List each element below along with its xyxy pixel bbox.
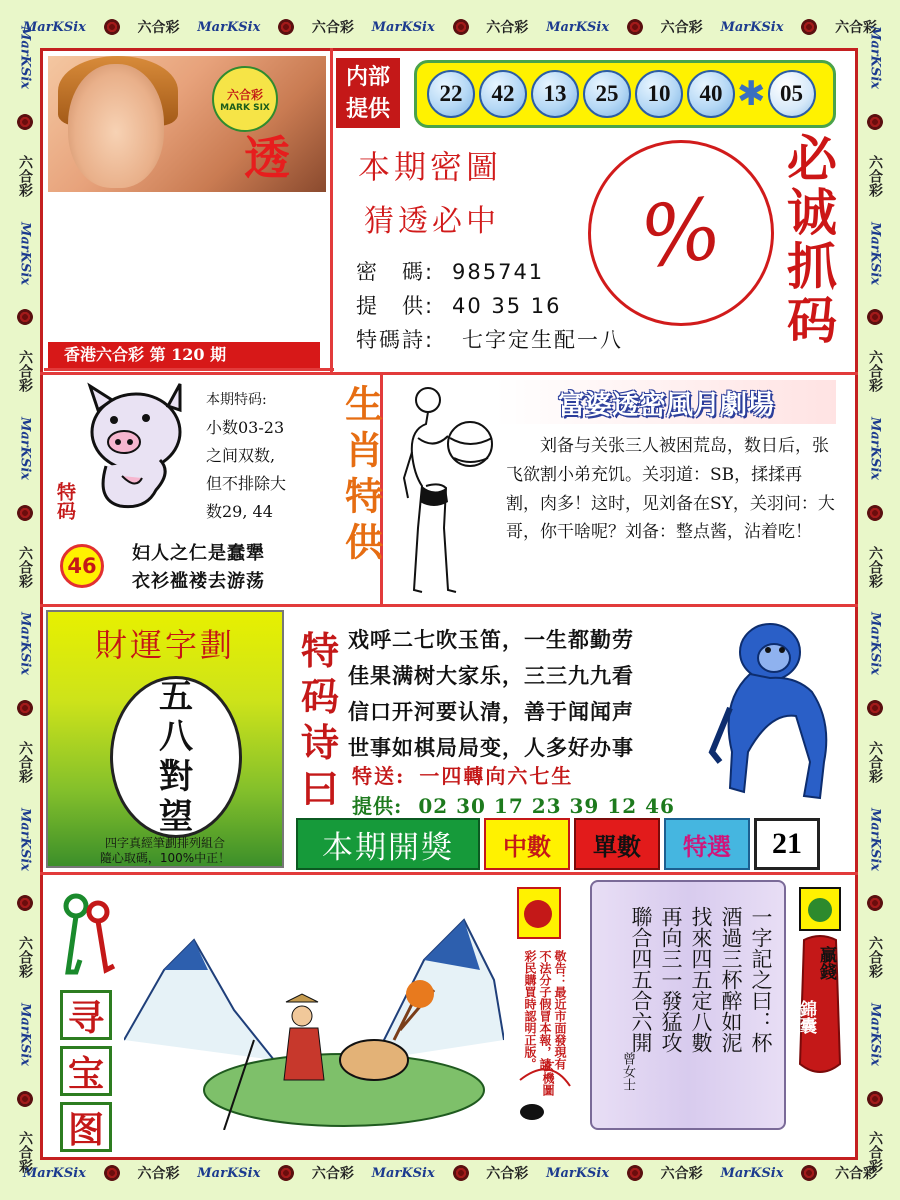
draw-box-odd: 單數 — [574, 818, 660, 870]
brand-text-cn: 六合彩 — [867, 350, 883, 393]
fortune-note: 四字真經筆劃排列組合 隨心取碼，100%中正！ — [99, 836, 231, 865]
brand-text: MarKSix — [17, 612, 33, 676]
zodiac-vertical-title: 生肖特供 — [338, 384, 384, 568]
neibu-label: 内部 提供 — [336, 58, 400, 128]
poem-row: 特碼詩: 七字定生配一八 — [356, 328, 623, 352]
flower-icon — [627, 1165, 643, 1181]
brand-text-cn: 六合彩 — [17, 1131, 33, 1174]
brand-text: MarKSix — [546, 19, 610, 35]
keys-icon — [58, 890, 118, 980]
brand-text: MarKSix — [867, 1002, 883, 1066]
treasure-title: 寻 宝 图 — [58, 990, 114, 1140]
brand-text-cn: 六合彩 — [486, 20, 529, 36]
flower-icon — [17, 1091, 33, 1107]
brand-text: MarKSix — [17, 416, 33, 481]
offer-row: 提 供: 40 35 16 — [356, 294, 562, 318]
brand-text: MarKSix — [17, 221, 33, 285]
ball: 22 — [427, 70, 475, 118]
fortune-panel — [46, 610, 284, 868]
brand-text: MarKSix — [17, 1002, 33, 1066]
flower-icon — [867, 895, 883, 911]
flower-icon — [17, 700, 33, 716]
left-border-strip — [12, 14, 38, 1186]
brand-text: MarKSix — [720, 19, 784, 35]
brand-text-cn: 六合彩 — [17, 350, 33, 393]
brand-text-cn: 六合彩 — [311, 20, 354, 36]
blank-panel — [48, 194, 326, 340]
brand-text: MarKSix — [22, 1165, 86, 1181]
brand-text: MarKSix — [371, 1165, 435, 1181]
brand-text-cn: 六合彩 — [867, 154, 883, 197]
special-number-badge: 46 — [60, 544, 104, 588]
brand-text: MarKSix — [371, 19, 435, 35]
brand-text: MarKSix — [867, 26, 883, 90]
right-border-strip — [862, 14, 888, 1186]
period-label: 香港六合彩 第 120 期 — [48, 342, 320, 368]
brand-text-cn: 六合彩 — [137, 20, 180, 36]
flower-icon — [17, 505, 33, 521]
zodiac-poem: 妇人之仁是蠢犟 衣衫褴褛去游荡 — [132, 543, 265, 592]
monkey-illustration — [700, 612, 850, 806]
jinnang-bottom-label: 錦囊 — [796, 1000, 816, 1034]
brand-text: MarKSix — [867, 612, 883, 676]
flower-icon — [453, 19, 469, 35]
brand-text-cn: 六合彩 — [835, 20, 878, 36]
ball: 10 — [635, 70, 683, 118]
tema-hint: 本期特码: 小数03-23 之间双数, 但不排除大 数29, 44 — [206, 392, 287, 521]
code-row: 密 碼: 985741 — [356, 260, 545, 284]
flower-icon — [17, 114, 33, 130]
flower-icon — [867, 505, 883, 521]
divider — [40, 872, 858, 875]
brand-text: MarKSix — [17, 807, 33, 871]
flower-icon — [17, 309, 33, 325]
brand-text: MarKSix — [720, 1165, 784, 1181]
divider — [40, 372, 858, 375]
result-balls — [414, 60, 836, 128]
brand-text: MarKSix — [197, 19, 261, 35]
brand-text: MarKSix — [867, 807, 883, 871]
brand-text: MarKSix — [867, 416, 883, 481]
flower-icon — [453, 1165, 469, 1181]
treasure-scene — [124, 890, 504, 1130]
flower-icon — [867, 309, 883, 325]
jinnang-bag-icon — [796, 884, 844, 1084]
tema-poem: 戏呼二七吹玉笛，一生都勤劳 佳果满树大家乐，三三九九看 信口开河要认清，善于闻闻声 世事如棋局局变，人多好办事 — [348, 627, 634, 760]
brand-text: MarKSix — [546, 1165, 610, 1181]
brand-text-cn: 六合彩 — [137, 1166, 180, 1182]
top-border-strip — [14, 14, 886, 40]
brand-text-cn: 六合彩 — [660, 1166, 703, 1182]
xuanji-label: 玄機圖 — [541, 1060, 555, 1096]
flower-icon — [867, 700, 883, 716]
ball: 25 — [583, 70, 631, 118]
brand-text-cn: 六合彩 — [660, 20, 703, 36]
fortune-title: 財運字劃 — [94, 626, 235, 664]
jinnang-top-label: 贏錢 — [816, 946, 836, 980]
vertical-slogan: 必诚抓码 — [779, 132, 838, 348]
model-face — [68, 64, 164, 188]
scroll-panel — [590, 880, 786, 1130]
brand-text-cn: 六合彩 — [17, 154, 33, 197]
ball: 40 — [687, 70, 735, 118]
header-photo — [48, 56, 326, 192]
brand-text-cn: 六合彩 — [17, 545, 33, 588]
tou-character: 透 — [244, 131, 290, 185]
brand-text: MarKSix — [17, 26, 33, 90]
brand-text-cn: 六合彩 — [17, 740, 33, 783]
theater-story: 刘备与关张三人被困荒岛，数日后，张飞欲割小弟充饥。关羽道：SB，揉揉再割，肉多！这时，见刘备在SY，关羽问：大哥，你干啥呢？刘备：整点酱，沾着吃！ — [506, 436, 835, 543]
flower-icon — [17, 895, 33, 911]
flower-icon — [867, 1091, 883, 1107]
fortune-oval: 五 八 對 望 — [110, 676, 242, 838]
woman-illustration — [388, 378, 494, 602]
tip-subtitle: 猜透必中 — [364, 204, 500, 239]
brand-text: MarKSix — [867, 221, 883, 285]
tip-title: 本期密圖 — [358, 148, 503, 186]
brand-text: MarKSix — [22, 19, 86, 35]
ball: 42 — [479, 70, 527, 118]
signer: 曾女士 — [620, 1052, 635, 1091]
divider — [330, 48, 333, 372]
bottom-border-strip — [14, 1160, 886, 1186]
divider — [44, 368, 334, 371]
draw-title: 本期開獎 — [296, 818, 480, 870]
draw-bar — [296, 818, 836, 870]
draw-box-special: 特選 — [664, 818, 750, 870]
brand-text-cn: 六合彩 — [867, 1131, 883, 1174]
theater-title: 富婆透密風月劇場 — [496, 380, 836, 424]
draw-number: 21 — [754, 818, 820, 870]
flower-icon — [104, 1165, 120, 1181]
brand-text-cn: 六合彩 — [867, 740, 883, 783]
flower-icon — [801, 1165, 817, 1181]
special-ball: 05 — [768, 70, 816, 118]
flower-icon — [104, 19, 120, 35]
brand-text-cn: 六合彩 — [486, 1166, 529, 1182]
song-line: 特送: 一四轉向六七生 — [352, 764, 574, 788]
brand-text-cn: 六合彩 — [311, 1166, 354, 1182]
poem-heading: 特 码 诗 曰 — [300, 628, 339, 811]
circle-glyph: % — [634, 178, 728, 288]
marksix-logo: 六合彩 MARK SIX — [212, 66, 278, 132]
flower-icon — [867, 114, 883, 130]
tema-label: 特码 — [54, 482, 76, 520]
brand-text-cn: 六合彩 — [17, 936, 33, 979]
brand-text: MarKSix — [197, 1165, 261, 1181]
draw-box-middle: 中數 — [484, 818, 570, 870]
offer-numbers: 提供: 02 30 17 23 39 12 46 — [352, 794, 675, 818]
warning-text: 敬告：最近市面發現有不法分子假冒本報，請彩民購買時認明正版。 — [523, 950, 567, 1070]
brand-text-cn: 六合彩 — [867, 545, 883, 588]
ball: 13 — [531, 70, 579, 118]
star-icon: ✱ — [737, 74, 766, 114]
brand-text-cn: 六合彩 — [867, 936, 883, 979]
brand-text-cn: 六合彩 — [835, 1166, 878, 1182]
pig-illustration — [76, 380, 194, 512]
flower-icon — [278, 1165, 294, 1181]
divider — [40, 604, 858, 607]
scroll-text: 一字記之曰：杯 酒過三杯醉如泥 找來四五定八數 再向三一發猛攻 聯合四五合六開 — [629, 906, 773, 1053]
flower-icon — [278, 19, 294, 35]
flower-icon — [627, 19, 643, 35]
secret-circle — [588, 140, 774, 326]
flower-icon — [801, 19, 817, 35]
